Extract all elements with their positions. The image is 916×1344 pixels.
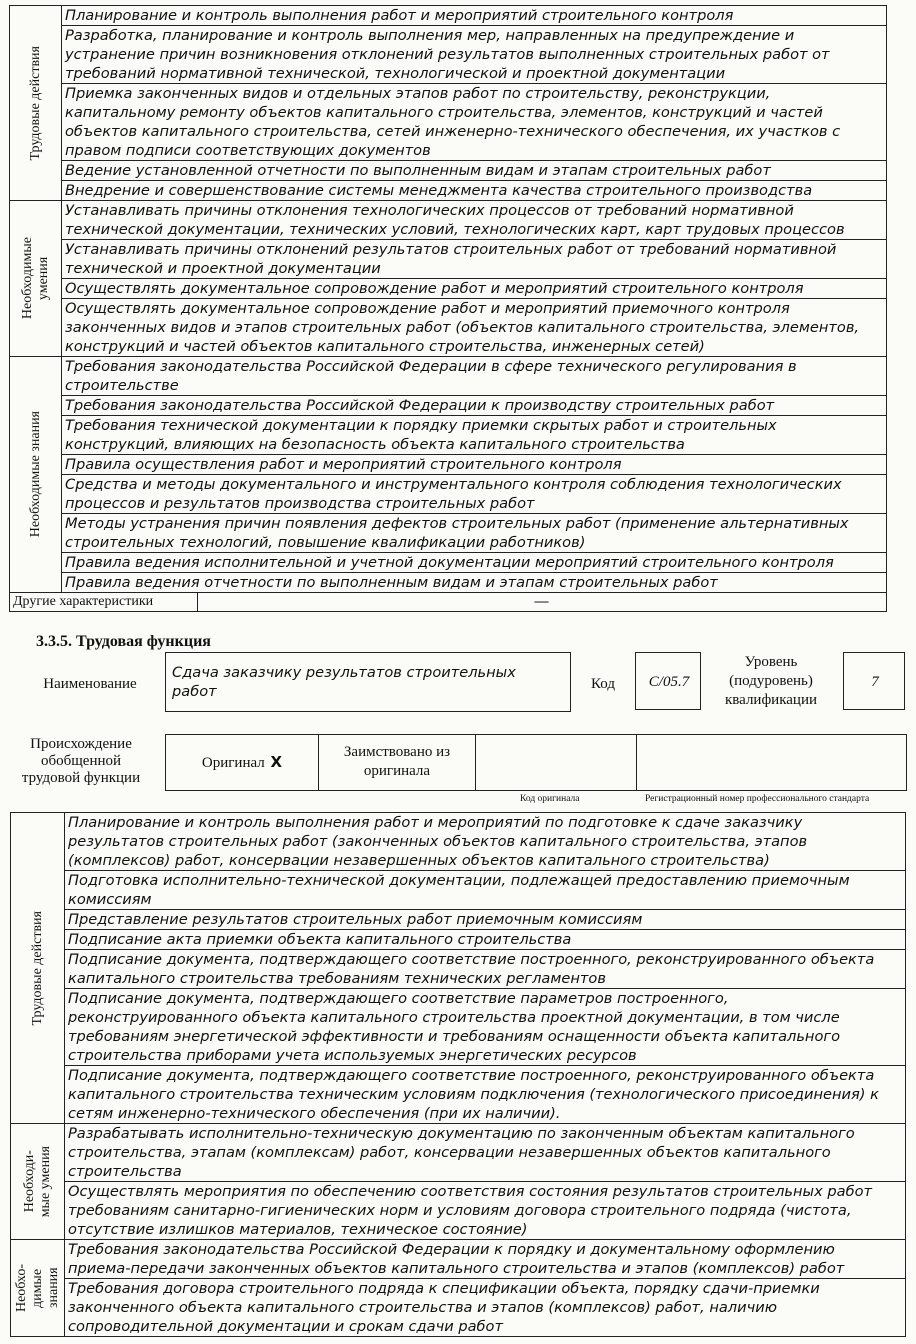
- table-row: [10, 396, 887, 416]
- table-row: [10, 514, 887, 553]
- other-characteristics-row: [10, 593, 887, 612]
- table-row: [11, 1066, 906, 1124]
- group-label-cell: [11, 1240, 65, 1337]
- table-row: [10, 6, 887, 26]
- table-row: [10, 416, 887, 455]
- bottom-functions-table: [10, 812, 906, 1337]
- table-row: [11, 1279, 906, 1337]
- code-value: C/05.7: [648, 674, 690, 690]
- level-value-box: [843, 652, 905, 710]
- list-item: Осуществлять документальное сопровождение работ и мероприятий строительного контроля: [62, 279, 887, 299]
- group-label: Необходимые знания: [27, 411, 43, 538]
- list-item: Планирование и контроль выполнения работ и мероприятий строительного контроля: [62, 6, 887, 26]
- list-item: Осуществлять документальное сопровождение работ и мероприятий приемочного контроля законченных видов и этапов строительных работ (объектов капитального строительства, элементов, конструкций и частей объектов капитального строительства, инженерных сетей): [62, 299, 887, 357]
- original-label: Оригинал: [201, 755, 265, 771]
- list-item: Разработка, планирование и контроль выполнения мер, направленных на предупреждение и устранение причин возникновения отклонений результатов выполненных строительных работ от требований нормативной технической, технологической и проектной документации: [62, 26, 887, 84]
- table-row: [11, 910, 906, 930]
- original-mark: X: [270, 753, 283, 771]
- group-label: Необходимые умения: [19, 237, 51, 320]
- table-row: [11, 930, 906, 950]
- list-item: Планирование и контроль выполнения работ и мероприятий по подготовке к сдаче заказчику результатов строительных работ (законченных объектов капитального строительства, этапов (комплексов) работ, консервации незавершенных объектов капитального строительства): [65, 813, 906, 871]
- group-label: Трудовые действия: [29, 910, 45, 1026]
- table-row: [10, 455, 887, 475]
- table-row: [10, 181, 887, 201]
- table-row: [10, 161, 887, 181]
- list-item: Устанавливать причины отклонений результатов строительных работ от требований нормативной технической и проектной документации: [62, 240, 887, 279]
- list-item: Требования законодательства Российской Федерации к порядку и документальному оформлению приема-передачи законченных объектов капитального строительства и этапов (комплексов) работ: [65, 1240, 906, 1279]
- code-original-caption: Код оригинала: [520, 794, 580, 804]
- list-item: Устанавливать причины отклонения технологических процессов от требований нормативной технической документации, технических условий, технологических карт, карт трудовых процессов: [62, 201, 887, 240]
- group-label-cell: [11, 813, 65, 1124]
- table-row: [11, 1182, 906, 1240]
- name-value-box: [165, 652, 571, 712]
- list-item: Требования договора строительного подряда к спецификации объекта, порядку сдачи-приемки законченного объекта капитального строительства и этапов (комплексов) работ, наличию сопроводительной документации и срокам сдачи работ: [65, 1279, 906, 1337]
- group-label: Трудовые действия: [27, 45, 43, 161]
- list-item: Требования законодательства Российской Федерации к производству строительных работ: [62, 396, 887, 416]
- name-value: Сдача заказчику результатов строительных работ: [172, 664, 516, 700]
- table-row: [11, 871, 906, 910]
- group-label-cell: [10, 6, 62, 201]
- table-row: [10, 299, 887, 357]
- list-item: Требования законодательства Российской Федерации в сфере технического регулирования в строительстве: [62, 357, 887, 396]
- table-row: [10, 26, 887, 84]
- list-item: Приемка законченных видов и отдельных этапов работ по строительству, реконструкции, капитальному ремонту объектов капитального строительства, элементов, конструкций и частей объектов капитального строительства, сетей инженерно-технического обеспечения, их участков с правом подписи соответствующих документов: [62, 84, 887, 161]
- original-cell: [166, 753, 318, 773]
- group-label-cell: [10, 357, 62, 593]
- group-label-cell: [10, 201, 62, 357]
- table-row: [11, 1240, 906, 1279]
- list-item: Представление результатов строительных работ приемочным комиссиям: [65, 910, 906, 930]
- origin-table: [165, 734, 907, 791]
- code-label: Код: [591, 676, 615, 692]
- table-row: [11, 989, 906, 1066]
- origin-label: Происхождение обобщенной трудовой функции: [21, 736, 141, 786]
- table-row: [11, 813, 906, 871]
- level-value: 7: [871, 674, 879, 690]
- level-label: Уровень (подуровень) квалификации: [724, 654, 818, 708]
- list-item: Подписание документа, подтверждающего соответствие построенного, реконструированного объекта капитального строительства техническим условиям подключения (технологического присоединения) к сетям инженерно-технического обеспечения (при их наличии).: [65, 1066, 906, 1124]
- name-label: Наименование: [43, 676, 137, 692]
- list-item: Методы устранения причин появления дефектов строительных работ (применение альтернативных строительных технологий, повышение квалификации работников): [62, 514, 887, 553]
- group-label: Необхо- димые знания: [13, 1263, 61, 1313]
- list-item: Средства и методы документального и инструментального контроля соблюдения технологических процессов и результатов производства строительных работ: [62, 475, 887, 514]
- list-item: Подписание акта приемки объекта капитального строительства: [65, 930, 906, 950]
- list-item: Разрабатывать исполнительно-техническую документацию по законченным объектам капитального строительства, этапам (комплексам) работ, консервации незавершенных объектов капитального строительства: [65, 1124, 906, 1182]
- reg-number-caption: Регистрационный номер профессионального стандарта: [645, 794, 870, 804]
- table-row: [10, 357, 887, 396]
- list-item: Осуществлять мероприятия по обеспечению соответствия состояния результатов строительных работ требованиям санитарно-гигиенических норм и условиям договора строительного подряда (чистота, отсутствие излишков материалов, техническое состояние): [65, 1182, 906, 1240]
- table-row: [11, 950, 906, 989]
- table-row: [10, 201, 887, 240]
- list-item: Подписание документа, подтверждающего соответствие параметров построенного, реконструированного объекта капитального строительства проектной документации, в том числе требованиям энергетической эффективности и требованиям оснащенности объекта капитального строительства приборами учета используемых энергетических ресурсов: [65, 989, 906, 1066]
- top-functions-table: [9, 5, 887, 612]
- table-row: [10, 84, 887, 161]
- code-value-box: [635, 652, 701, 710]
- other-characteristics-label: Другие характеристики: [10, 593, 198, 612]
- list-item: Правила ведения исполнительной и учетной документации мероприятий строительного контроля: [62, 553, 887, 573]
- table-row: [10, 475, 887, 514]
- list-item: Правила осуществления работ и мероприятий строительного контроля: [62, 455, 887, 475]
- section-heading: 3.3.5. Трудовая функция: [36, 633, 211, 650]
- group-label: Необходи- мые умения: [21, 1145, 53, 1218]
- table-row: [10, 553, 887, 573]
- list-item: Правила ведения отчетности по выполненным видам и этапам строительных работ: [62, 573, 887, 593]
- group-label-cell: [11, 1124, 65, 1240]
- borrowed-label: Заимствовано из оригинала: [343, 744, 451, 779]
- list-item: Ведение установленной отчетности по выполненным видам и этапам строительных работ: [62, 161, 887, 181]
- table-row: [10, 279, 887, 299]
- table-row: [11, 1124, 906, 1182]
- list-item: Подписание документа, подтверждающего соответствие построенного, реконструированного объекта капитального строительства требованиям технических регламентов: [65, 950, 906, 989]
- list-item: Внедрение и совершенствование системы менеджмента качества строительного производства: [62, 181, 887, 201]
- list-item: Подготовка исполнительно-технической документации, подлежащей предоставлению приемочным комиссиям: [65, 871, 906, 910]
- table-row: [10, 240, 887, 279]
- table-row: [10, 573, 887, 593]
- list-item: Требования технической документации к порядку приемки скрытых работ и строительных конструкций, влияющих на безопасность объекта капитального строительства: [62, 416, 887, 455]
- other-characteristics-value: —: [198, 593, 887, 612]
